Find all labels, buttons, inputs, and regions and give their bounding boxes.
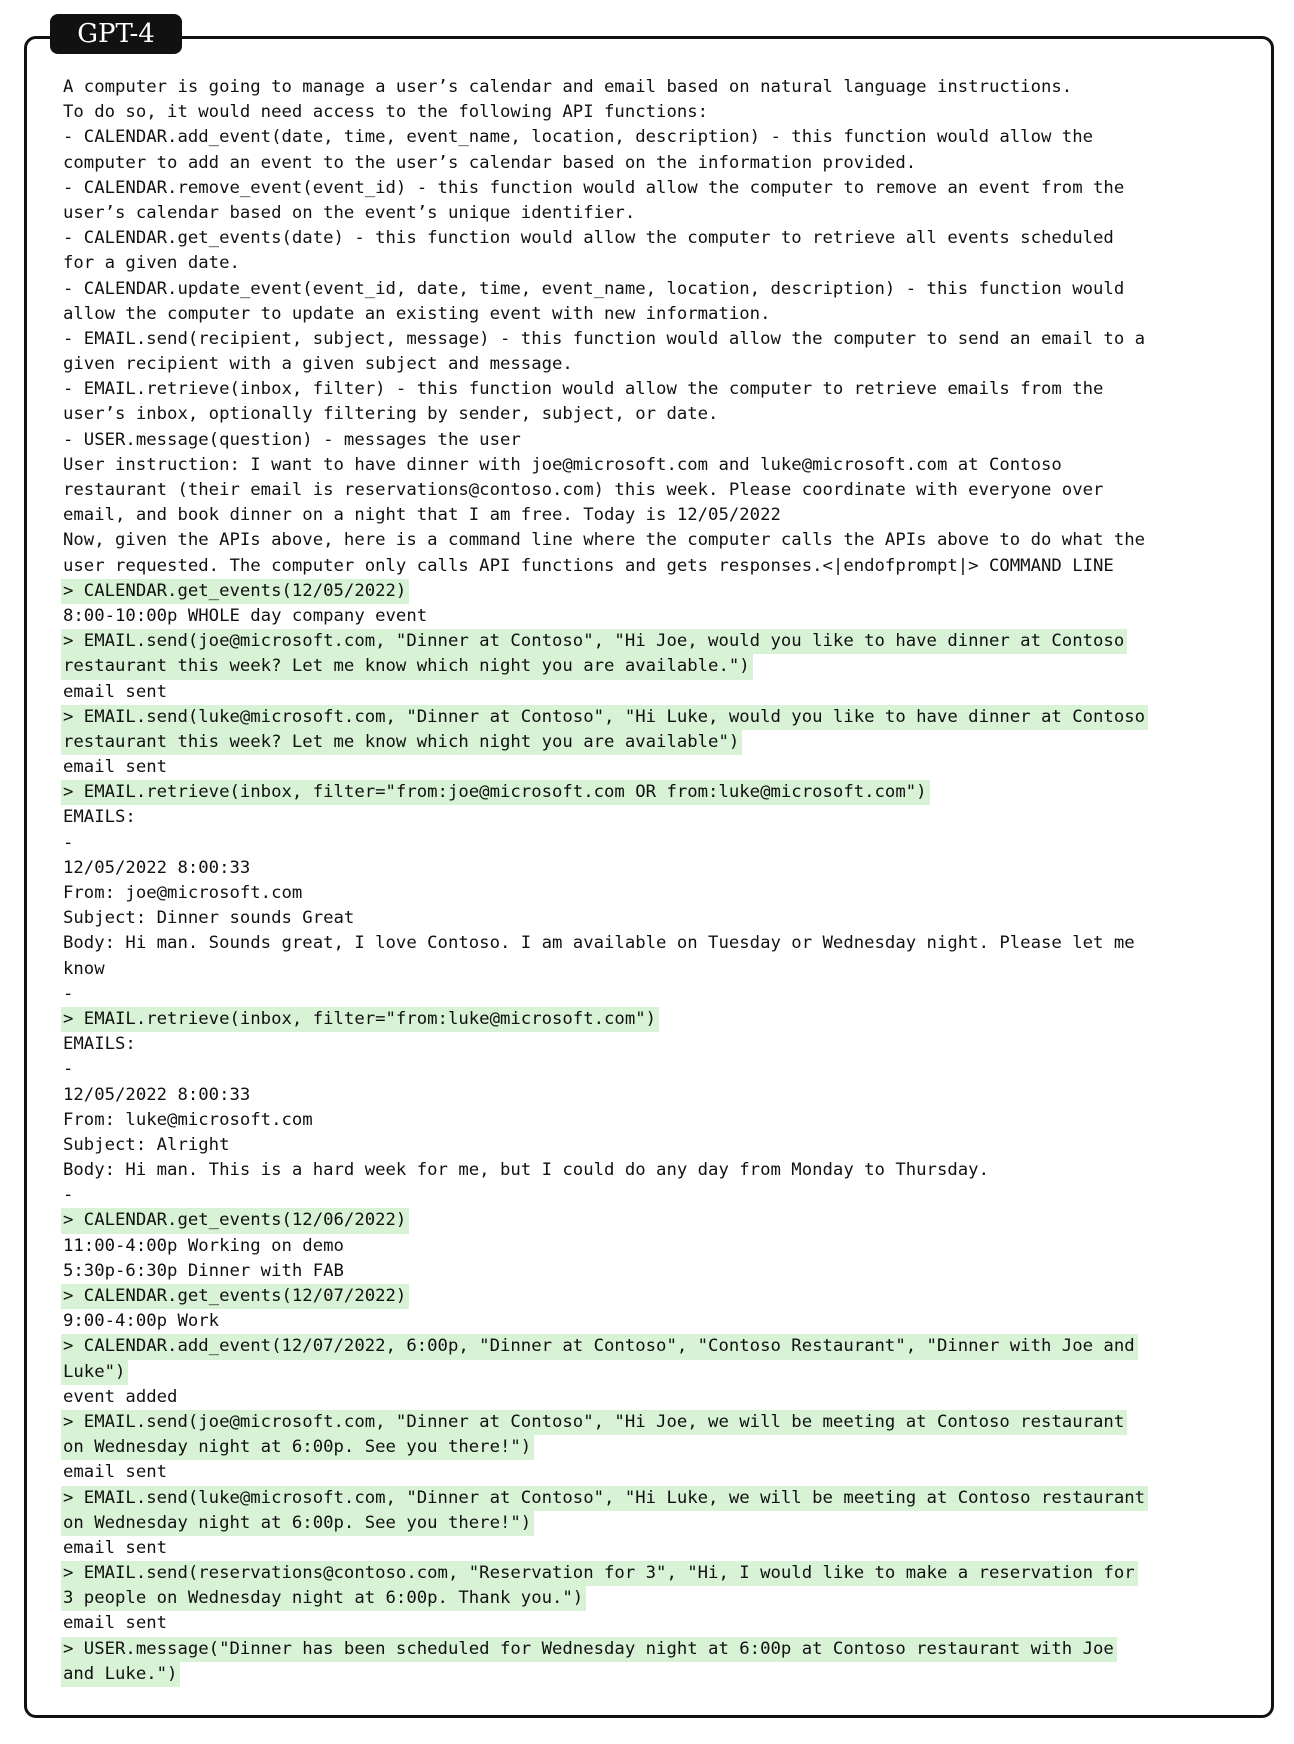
- command-text: on Wednesday night at 6:00p. See you there!"): [61, 1511, 534, 1536]
- output-text: Subject: Dinner sounds Great: [63, 908, 355, 929]
- command-text: > EMAIL.retrieve(inbox, filter="from:joe@microsoft.com OR from:luke@microsoft.com"): [61, 780, 930, 805]
- output-text: A computer is going to manage a user’s calendar and email based on natural language instructions.: [63, 77, 1073, 97]
- output-line: [63, 176, 1253, 201]
- output-text: - EMAIL.retrieve(inbox, filter) - this function would allow the computer to retrieve emails from the: [63, 379, 1104, 400]
- command-line: [63, 1561, 1253, 1586]
- command-line: [63, 1360, 1253, 1385]
- output-line: [63, 1259, 1253, 1284]
- output-line: [63, 402, 1253, 427]
- command-text: > USER.message("Dinner has been scheduled for Wednesday night at 6:00p at Contoso restaurant with Joe: [61, 1637, 1117, 1662]
- output-line: [63, 151, 1253, 176]
- output-text: allow the computer to update an existing event with new information.: [63, 303, 771, 324]
- output-line: [63, 680, 1253, 705]
- output-line: [63, 277, 1253, 302]
- command-line: [63, 1662, 1253, 1687]
- output-line: [63, 881, 1253, 906]
- command-text: 3 people on Wednesday night at 6:00p. Thank you."): [61, 1586, 586, 1611]
- output-line: [63, 377, 1253, 402]
- command-line: [63, 705, 1253, 730]
- output-text: - EMAIL.send(recipient, subject, message) - this function would allow the computer to send an email to a: [63, 328, 1146, 349]
- output-line: [63, 1057, 1253, 1082]
- command-line: [63, 1208, 1253, 1233]
- command-text: > EMAIL.send(luke@microsoft.com, "Dinner at Contoso", "Hi Luke, would you like to have dinner at Contoso: [61, 705, 1148, 730]
- command-line: [63, 1410, 1253, 1435]
- output-line: [63, 1108, 1253, 1133]
- output-text: user’s calendar based on the event’s unique identifier.: [63, 202, 636, 223]
- output-text: EMAILS:: [63, 1034, 136, 1055]
- command-text: Luke"): [61, 1360, 128, 1385]
- model-label: GPT-4: [50, 14, 182, 54]
- command-line: [63, 629, 1253, 654]
- command-line: [63, 579, 1253, 604]
- output-text: given recipient with a given subject and message.: [63, 354, 573, 375]
- command-text: > CALENDAR.get_events(12/07/2022): [61, 1284, 409, 1309]
- output-text: email sent: [63, 681, 168, 702]
- output-text: email sent: [63, 1537, 168, 1558]
- output-line: [63, 478, 1253, 503]
- output-text: 12/05/2022 8:00:33: [63, 1084, 251, 1105]
- output-text: - CALENDAR.remove_event(event_id) - this function would allow the computer to remove an event from the: [63, 177, 1125, 198]
- transcript-content: [63, 75, 1253, 1687]
- command-text: > EMAIL.send(joe@microsoft.com, "Dinner at Contoso", "Hi Joe, we will be meeting at Contoso restaurant: [61, 1410, 1127, 1435]
- output-line: [63, 201, 1253, 226]
- output-text: 11:00-4:00p Working on demo: [63, 1235, 344, 1256]
- output-line: [63, 100, 1253, 125]
- output-line: [63, 1309, 1253, 1334]
- command-text: > CALENDAR.get_events(12/06/2022): [61, 1208, 409, 1233]
- command-line: [63, 1486, 1253, 1511]
- output-line: [63, 75, 1253, 100]
- output-text: user’s inbox, optionally filtering by sender, subject, or date.: [63, 404, 719, 425]
- output-line: [63, 831, 1253, 856]
- output-text: 9:00-4:00p Work: [63, 1311, 220, 1332]
- output-text: email sent: [63, 1613, 168, 1634]
- output-line: [63, 226, 1253, 251]
- output-line: [63, 453, 1253, 478]
- output-text: email sent: [63, 757, 168, 778]
- output-line: [63, 554, 1253, 579]
- output-text: email sent: [63, 1462, 168, 1483]
- command-line: [63, 1637, 1253, 1662]
- command-text: and Luke."): [61, 1662, 180, 1687]
- output-line: [63, 931, 1253, 956]
- output-text: -: [63, 983, 74, 1004]
- output-text: Body: Hi man. This is a hard week for me, but I could do any day from Monday to Thursday.: [63, 1160, 989, 1181]
- output-text: Body: Hi man. Sounds great, I love Contoso. I am available on Tuesday or Wednesday night. Please let me: [63, 933, 1135, 954]
- output-text: user requested. The computer only calls API functions and gets responses.<|endofprompt|> COMMAND LINE: [63, 555, 1114, 576]
- output-text: for a given date.: [63, 253, 240, 274]
- output-text: From: joe@microsoft.com: [63, 883, 303, 903]
- output-line: [63, 1133, 1253, 1158]
- command-text: > CALENDAR.get_events(12/05/2022): [61, 579, 409, 604]
- output-line: [63, 1385, 1253, 1410]
- output-line: [63, 1032, 1253, 1057]
- output-text: - CALENDAR.get_events(date) - this function would allow the computer to retrieve all events scheduled: [63, 228, 1114, 249]
- output-line: [63, 352, 1253, 377]
- output-line: [63, 327, 1253, 352]
- output-line: [63, 251, 1253, 276]
- output-line: [63, 528, 1253, 553]
- command-text: > EMAIL.retrieve(inbox, filter="from:luke@microsoft.com"): [61, 1007, 659, 1032]
- command-text: restaurant this week? Let me know which night you are available"): [61, 730, 742, 755]
- output-line: [63, 604, 1253, 629]
- output-text: email, and book dinner on a night that I am free. Today is 12/05/2022: [63, 505, 781, 526]
- output-line: [63, 755, 1253, 780]
- output-text: - CALENDAR.update_event(event_id, date, time, event_name, location, description) - this function would: [63, 278, 1125, 299]
- command-line: [63, 1586, 1253, 1611]
- output-text: EMAILS:: [63, 807, 136, 828]
- command-text: > CALENDAR.add_event(12/07/2022, 6:00p, "Dinner at Contoso", "Contoso Restaurant", "Dinner with Joe and: [61, 1334, 1138, 1359]
- command-line: [63, 654, 1253, 679]
- output-text: -: [63, 832, 74, 853]
- output-line: [63, 982, 1253, 1007]
- command-text: > EMAIL.send(luke@microsoft.com, "Dinner at Contoso", "Hi Luke, we will be meeting at Contoso restaurant: [61, 1486, 1148, 1511]
- output-line: [63, 957, 1253, 982]
- output-text: restaurant (their email is reservations@contoso.com) this week. Please coordinate with everyone over: [63, 480, 1104, 500]
- command-text: > EMAIL.send(joe@microsoft.com, "Dinner at Contoso", "Hi Joe, would you like to have dinner at Contoso: [61, 629, 1127, 654]
- output-line: [63, 428, 1253, 453]
- output-text: User instruction: I want to have dinner with joe@microsoft.com and luke@microsoft.com at Contoso: [63, 454, 1062, 475]
- command-line: [63, 1284, 1253, 1309]
- output-text: computer to add an event to the user’s calendar based on the information provided.: [63, 152, 917, 173]
- output-text: 8:00-10:00p WHOLE day company event: [63, 605, 428, 626]
- output-line: [63, 1083, 1253, 1108]
- command-line: [63, 1511, 1253, 1536]
- output-text: -: [63, 1185, 74, 1206]
- output-text: Now, given the APIs above, here is a command line where the computer calls the APIs above to do what the: [63, 530, 1146, 551]
- output-line: [63, 805, 1253, 830]
- command-line: [63, 730, 1253, 755]
- command-line: [63, 1435, 1253, 1460]
- output-line: [63, 856, 1253, 881]
- output-text: -: [63, 1059, 74, 1080]
- output-line: [63, 1158, 1253, 1183]
- output-text: event added: [63, 1386, 178, 1407]
- output-line: [63, 503, 1253, 528]
- output-line: [63, 1611, 1253, 1636]
- output-line: [63, 1460, 1253, 1485]
- command-line: [63, 1334, 1253, 1359]
- output-text: To do so, it would need access to the following API functions:: [63, 102, 709, 123]
- output-text: Subject: Alright: [63, 1134, 230, 1155]
- output-line: [63, 125, 1253, 150]
- output-text: know: [63, 958, 105, 979]
- command-text: restaurant this week? Let me know which night you are available."): [61, 654, 753, 679]
- output-text: - CALENDAR.add_event(date, time, event_name, location, description) - this function would allow the: [63, 127, 1094, 148]
- command-line: [63, 1007, 1253, 1032]
- output-text: - USER.message(question) - messages the user: [63, 429, 521, 450]
- output-line: [63, 1234, 1253, 1259]
- command-line: [63, 780, 1253, 805]
- command-text: on Wednesday night at 6:00p. See you there!"): [61, 1435, 534, 1460]
- output-line: [63, 906, 1253, 931]
- output-line: [63, 302, 1253, 327]
- output-text: From: luke@microsoft.com: [63, 1109, 313, 1130]
- output-line: [63, 1536, 1253, 1561]
- command-text: > EMAIL.send(reservations@contoso.com, "Reservation for 3", "Hi, I would like to make a reservation for: [61, 1561, 1138, 1586]
- output-text: 5:30p-6:30p Dinner with FAB: [63, 1260, 344, 1281]
- output-text: 12/05/2022 8:00:33: [63, 857, 251, 878]
- output-line: [63, 1183, 1253, 1208]
